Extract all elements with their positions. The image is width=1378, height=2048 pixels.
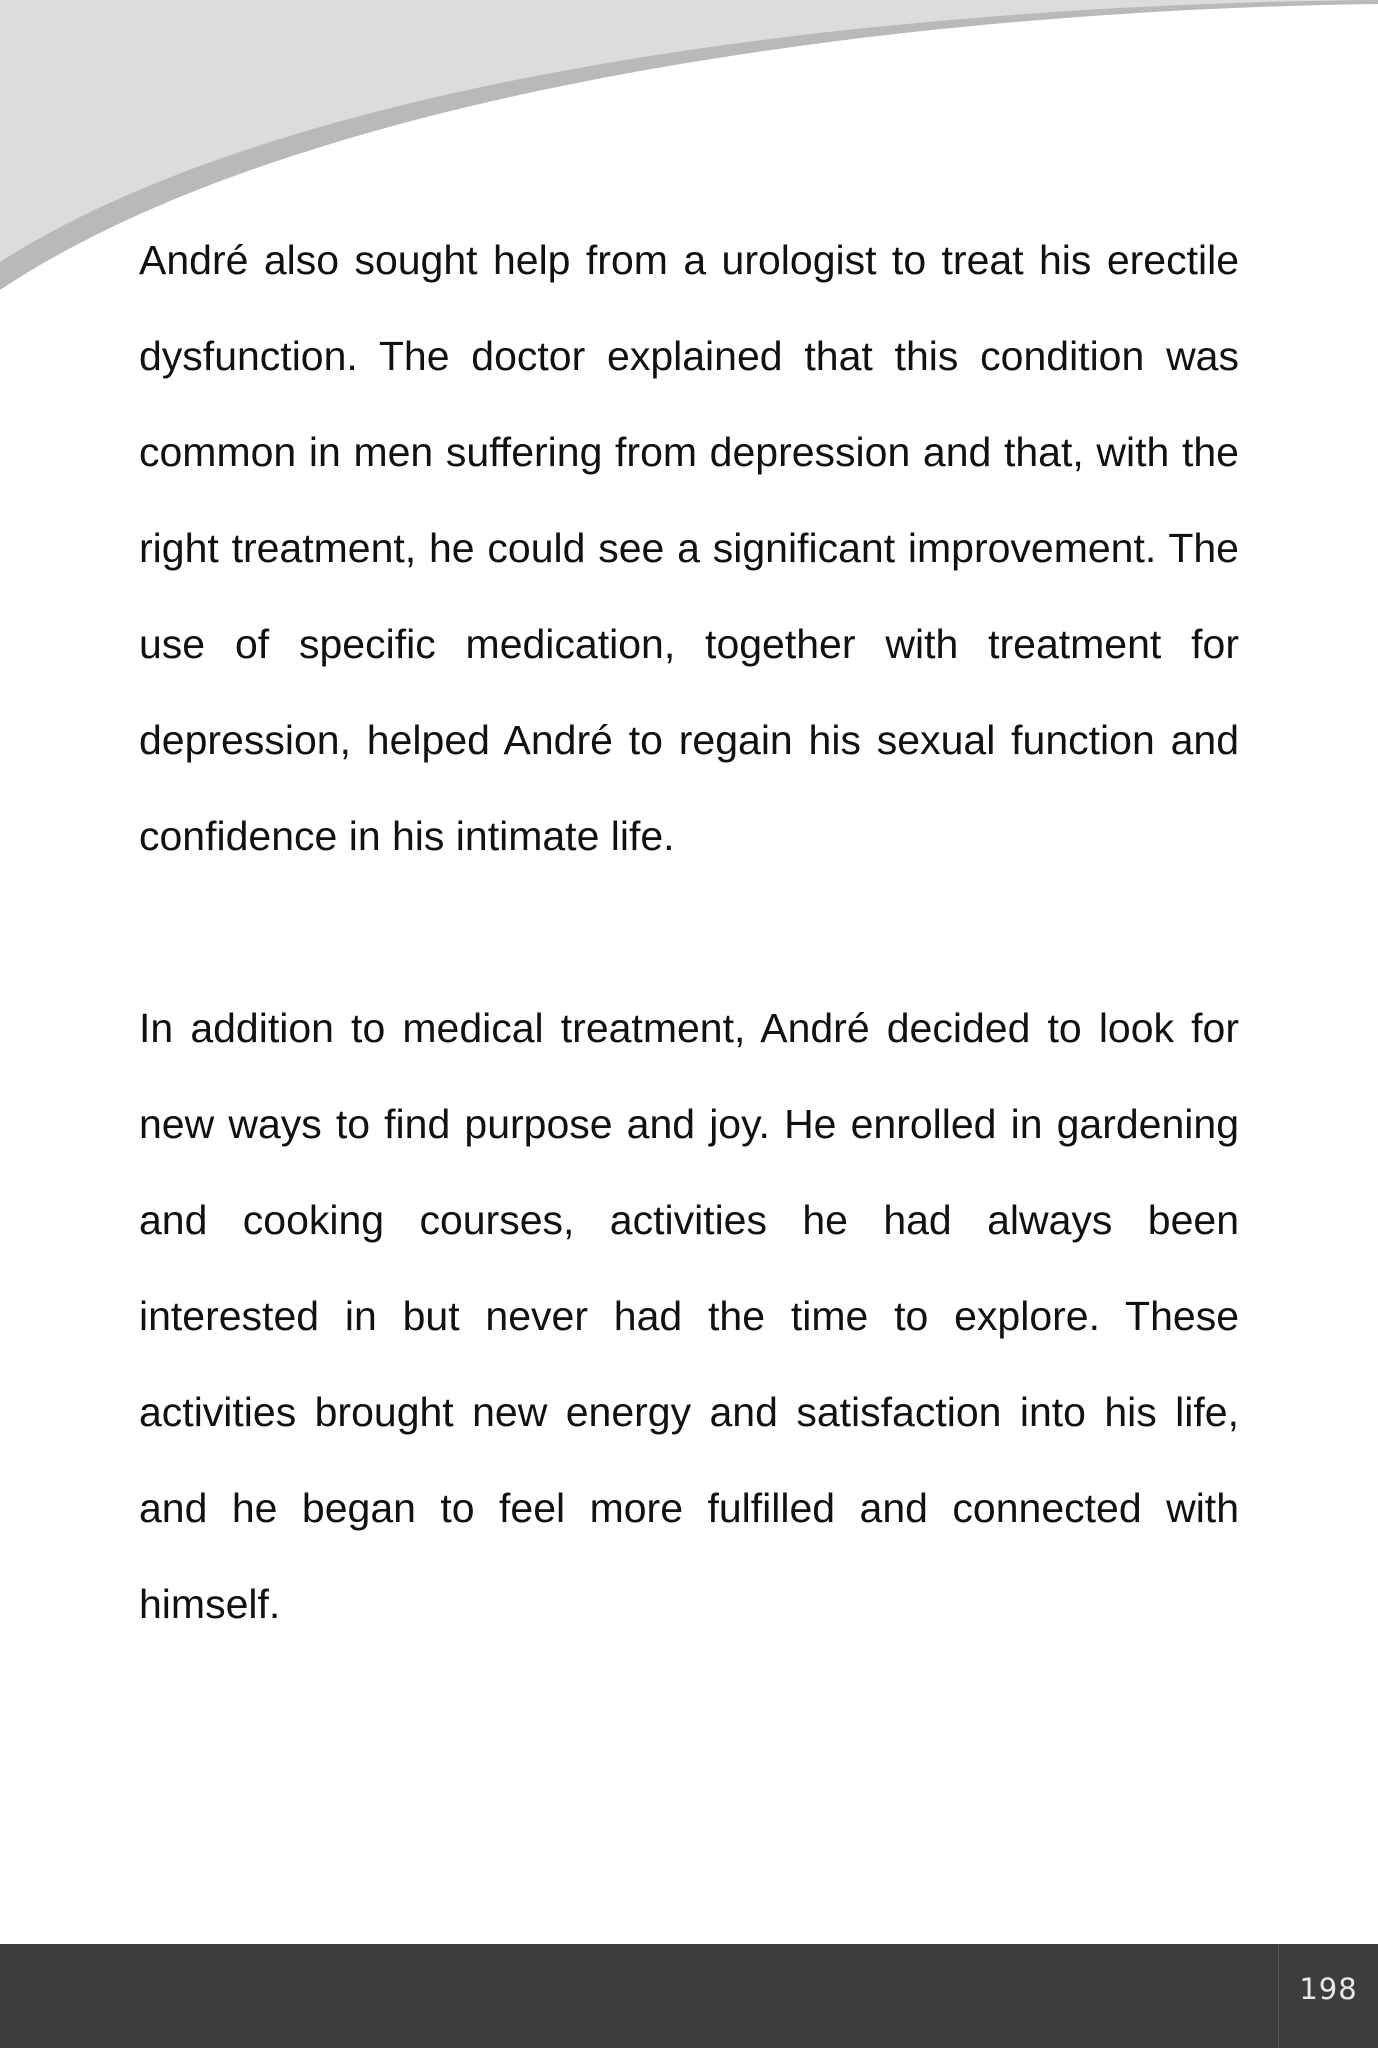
paragraph-new-activities: In addition to medical treatment, André decided to look for new ways to find purpose and joy. He enrolled in gardening and cooking courses, activities he had always been interested in but never had the time to explore. These activities brought new energy and satisfaction into his life, and he began to feel more fulfilled and connected with himself.: [139, 1005, 1239, 1627]
paragraph-urologist: André also sought help from a urologist to treat his erectile dysfunction. The doctor explained that this condition was common in men suffering from depression and that, with the right treatment, he could see a significant improvement. The use of specific medication, together with treatment for depression, helped André to regain his sexual function and confidence in his intimate life.: [139, 237, 1239, 859]
footer-bar: [0, 1944, 1378, 2048]
page-number-box: [1278, 1944, 1378, 2048]
page-number: 198: [1299, 1972, 1358, 2006]
page-body: [139, 212, 1239, 1652]
